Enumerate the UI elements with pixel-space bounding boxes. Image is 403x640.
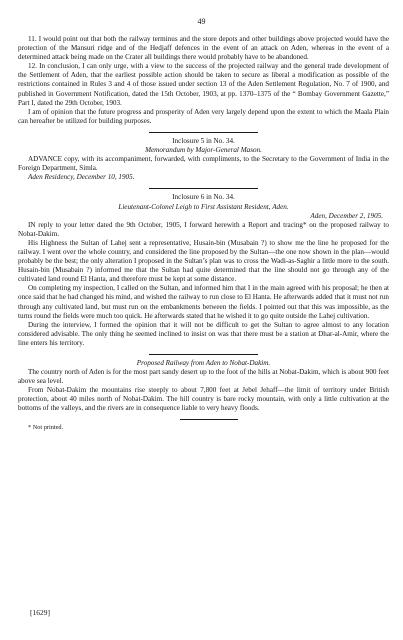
section-divider — [149, 354, 258, 355]
paragraph-12: 12. In conclusion, I can only urge, with a view to the success of the projected railway and the general trade development of the Settlement of Aden, that the earliest possible action should be taken to secure as liberal a modification as possible of the restrictions contained in Rules 3 and 4 of those issued under section 13 of the Aden Settlement Regulation, No. 7 of 1900, and published in Government Notification, dated the 15th October, 1903, at pp. 1370–1375 of the “ Bombay Government Gazette,” Part I, dated the 29th October, 1903. — [18, 62, 389, 107]
letter-dateline: Aden, December 2, 1905. — [310, 211, 383, 220]
footnote: * Not printed. — [28, 423, 64, 431]
footnote-rule — [180, 419, 238, 420]
letter-title: Lieutenant-Colonel Leigh to First Assistant Resident, Aden. — [118, 202, 289, 211]
document-body — [18, 35, 389, 432]
section-divider — [149, 188, 258, 189]
letter-paragraph: His Highness the Sultan of Lahej sent a representative, Husain-bin (Musabain ?) to show me the line he proposed for the railway. I went over the whole country, and considered the line proposed by the Sultan—the one now shown in the plan—would probably be the best; the only alteration I proposed in the Sultan’s plan was to cross the Wadi-as-Saghir a little more to the south. Husain-bin (Musabain ?) informed me that the Sultan had quite determined that the line should not go through any of the cultivated land round El Hanta, and therefore must be kept at some distance. — [18, 238, 389, 284]
page-number: 49 — [197, 17, 206, 26]
enclosure-5-heading: Inclosure 5 in No. 34. — [172, 136, 235, 145]
enclosure-5-text: ADVANCE copy, with its accompaniment, forwarded, with compliments, to the Secretary to the Government of India in the Foreign Department, Simla. — [18, 155, 389, 173]
proposed-paragraph: The country north of Aden is for the most part sandy desert up to the foot of the hills at Nobat-Dakim, which is about 900 feet above sea level. — [18, 368, 389, 386]
document-number: [1629] — [30, 608, 50, 617]
proposed-railway-heading: Proposed Railway from Aden to Nobat-Dakim. — [136, 359, 271, 367]
paragraph-opinion: I am of opinion that the future progress and prosperity of Aden very largely depend upon the extent to which the Maala Plain can hereafter be utilized for building purposes. — [18, 107, 389, 125]
proposed-paragraph: From Nobat-Dakim the mountains rise steeply to about 7,800 feet at Jebel Jehaff—the limit of territory under British protection, about 40 miles north of Nobat-Dakim. The hill country is bare rocky mountain, with only a little cultivation at the bottoms of the valleys, and the rivers are in consequence liable to very heavy floods. — [18, 386, 389, 413]
enclosure-6-heading: Inclosure 6 in No. 34. — [172, 193, 235, 202]
letter-paragraph: IN reply to your letter dated the 9th October, 1905, I forward herewith a Report and tracing* on the proposed railway to Nobat-Dakim. — [18, 220, 389, 238]
memorandum-title: Memorandum by Major-General Mason. — [145, 146, 262, 155]
letter-paragraph: During the interview, I formed the opinion that it will not be difficult to get the Sultan to agree almost to any location considered advisable. The only thing he seemed inclined to insist on was that there must be a station at Dhar-al-Amir, where the line enters his territory. — [18, 320, 389, 347]
paragraph-11: 11. I would point out that both the railway terminus and the store depots and other buildings above projected would have the protection of the Mansuri ridge and of the Hedjaff defences in the event of an attack on Aden, whereas in the event of a determined attack being made on the Crater all buildings there would probably have to be abandoned. — [18, 35, 389, 62]
section-divider — [149, 132, 258, 133]
letter-paragraph: On completing my inspection, I called on the Sultan, and informed him that I in the main agreed with his proposal; he then at once said that he had changed his mind, and wished the railway to run close to El Hanta. He afterwards added that it must not run through any cultivated land, but must run on the embankments between the fields. I pointed out that this was impossible, as the turns round the fields were much too quick. He afterwards stated that he wished it to go quite outside the Lahej cultivation. — [18, 284, 389, 320]
enclosure-5-place-date: Aden Residency, December 10, 1905. — [28, 173, 135, 182]
